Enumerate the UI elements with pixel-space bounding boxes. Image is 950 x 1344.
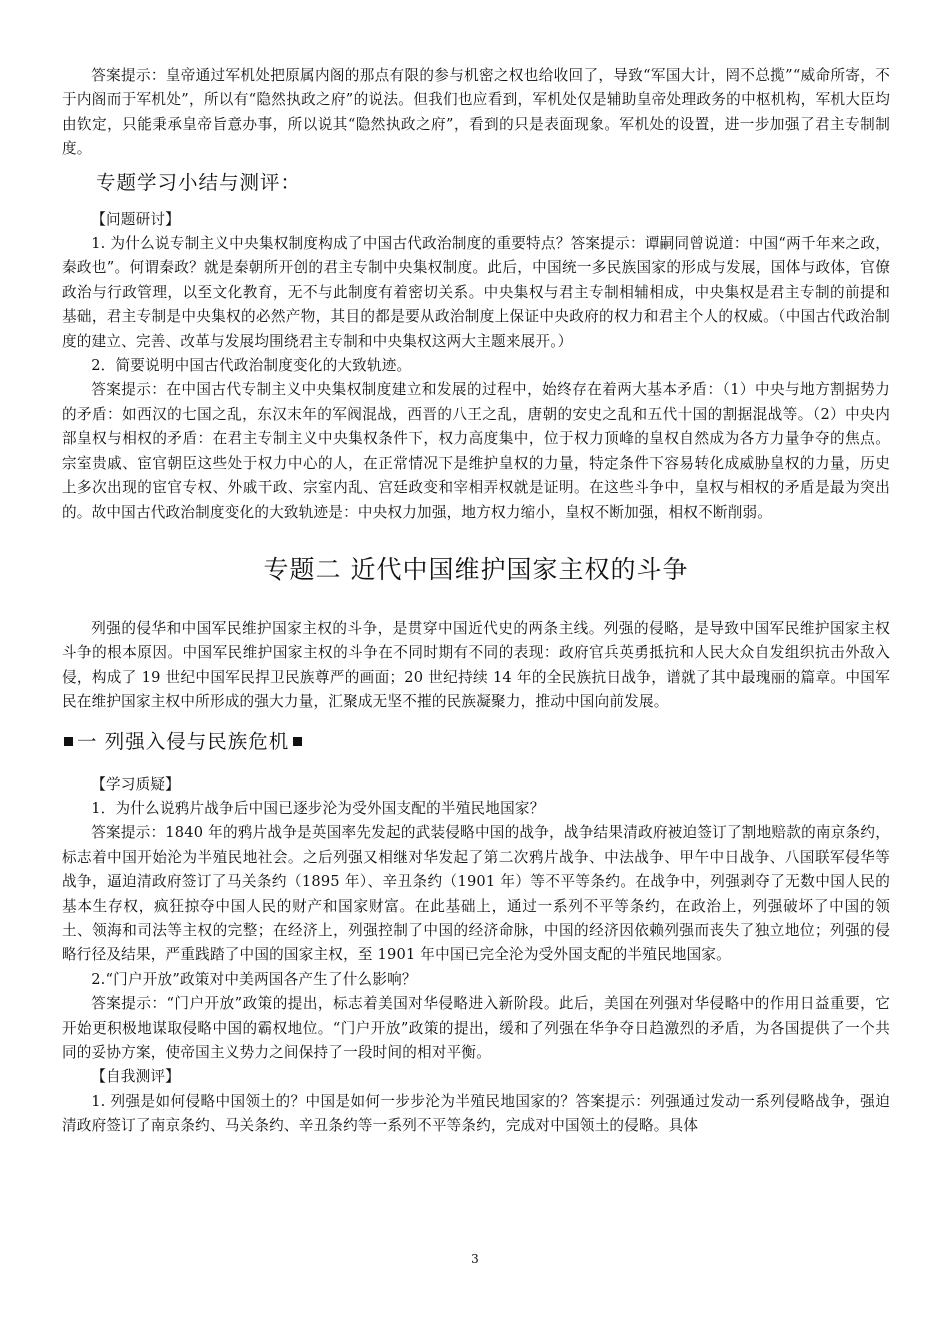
chapter-intro-paragraph: 列强的侵华和中国军民维护国家主权的斗争，是贯穿中国近代史的两条主线。列强的侵略，是导致中国军民维护国家主权斗争的根本原因。中国军民维护国家主权的斗争在不同时期有不同的表现：政府官兵英勇抵抗和人民大众自发组织抗击外敌入侵，构成了 19 世纪中国军民捍卫民族尊严的画面；20 世纪持续 14 年的全民族抗日战争，谱就了其中最瑰丽的篇章。中国军民在维护国家主权中所形成的强大力量，汇聚成无坚不摧的民族凝聚力，推动中国向前发展。 (62, 619, 890, 711)
square-bullet-icon (64, 737, 73, 746)
summary-heading: 专题学习小结与测评： (96, 170, 302, 194)
section-heading (62, 727, 890, 757)
chapter-title: 专题二 近代中国维护国家主权的斗争 (263, 554, 689, 584)
section-heading-text: 一 列强入侵与民族危机 (77, 729, 290, 753)
square-bullet-icon (293, 737, 302, 746)
study-answer-1: 答案提示：1840 年的鸦片战争是英国率先发起的武装侵略中国的战争，战争结果清政府被迫签订了割地赔款的南京条约，标志着中国开始沦为半殖民地社会。之后列强又相继对华发起了第二次鸦片战争、中法战争、甲午中日战争、八国联军侵华等战争，逼迫清政府签订了马关条约（1895 年）、辛丑条约（1901 年）等不平等条约。在战争中，列强剥夺了无数中国人民的基本生存权，疯狂掠夺中国人民的财产和国家财富。在此基础上，通过一系列不平等条约，在政治上，列强破坏了中国的领土、领海和司法等主权的完整；在经济上，列强控制了中国的经济命脉，中国的经济因依赖列强而丧失了独立地位；列强的侵略行径及结果，严重践踏了中国的国家主权，至 1901 年中国已完全沦为受外国支配的半殖民地国家。 (62, 824, 890, 964)
study-question-1: 1．为什么说鸦片战争后中国已逐步沦为受外国支配的半殖民地国家？ (91, 799, 545, 817)
self-assessment-label: 【自我测评】 (91, 1068, 180, 1086)
study-questions-label: 【学习质疑】 (91, 775, 180, 793)
discussion-question-2: 2．简要说明中国古代政治制度变化的大致轨迹。 (91, 357, 412, 375)
discussion-answer-2: 答案提示：在中国古代专制主义中央集权制度建立和发展的过程中，始终存在着两大基本矛盾：（1）中央与地方割据势力的矛盾：如西汉的七国之乱，东汉末年的军阀混战，西晋的八王之乱，唐朝的安史之乱和五代十国的割据混战等。（2）中央内部皇权与相权的矛盾：在君主专制主义中央集权条件下，权力高度集中，位于权力顶峰的皇权自然成为各方力量争夺的焦点。宗室贵戚、宦官朝臣这些处于权力中心的人，在正常情况下是维护皇权的力量，特定条件下容易转化成威胁皇权的力量，历史上多次出现的宦官专权、外戚干政、宗室内乱、宫廷政变和宰相弄权就是证明。在这些斗争中，皇权与相权的矛盾是最为突出的。故中国古代政治制度变化的大致轨迹是：中央权力加强，地方权力缩小，皇权不断加强，相权不断削弱。 (62, 381, 890, 521)
study-question-2: 2.“门户开放”政策对中美两国各产生了什么影响？ (91, 970, 417, 988)
intro-answer-paragraph: 答案提示：皇帝通过军机处把原属内阁的那点有限的参与机密之权也给收回了，导致“军国大计，罔不总揽”“威命所寄，不于内阁而于军机处”，所以有“隐然执政之府”的说法。但我们也应看到，军机处仅是辅助皇帝处理政务的中枢机构，军机大臣均由钦定，只能秉承皇帝旨意办事，所以说其“隐然执政之府”，看到的只是表面现象。军机处的设置，进一步加强了君主专制制度。 (62, 67, 890, 158)
problem-discussion-label: 【问题研讨】 (91, 210, 180, 228)
self-assessment-question-1: 1. 列强是如何侵略中国领土的？中国是如何一步步沦为半殖民地国家的？答案提示：列强通过发动一系列侵略战争，强迫清政府签订了南京条约、马关条约、辛丑条约等一系列不平等条约，完成对中国领土的侵略。具体 (62, 1092, 890, 1135)
study-answer-2: 答案提示：“门户开放”政策的提出，标志着美国对华侵略进入新阶段。此后，美国在列强对华侵略中的作用日益重要，它开始更积极地谋取侵略中国的霸权地位。“门户开放”政策的提出，缓和了列强在华争夺日趋激烈的矛盾，为各国提供了一个共同的妥协方案，使帝国主义势力之间保持了一段时间的相对平衡。 (62, 995, 890, 1061)
page-number: 3 (471, 1252, 479, 1266)
discussion-question-1: 1. 为什么说专制主义中央集权制度构成了中国古代政治制度的重要特点？答案提示：谭嗣同曾说道：中国“两千年来之政，秦政也”。何谓秦政？就是秦朝所开创的君主专制中央集权制度。此后，中国统一多民族国家的形成与发展，国体与政体，官僚政治与行政管理，以至文化教育，无不与此制度有着密切关系。中央集权与君主专制相辅相成，中央集权是君主专制的前提和基础，君主专制是中央集权的必然产物，其目的都是要从政治制度上保证中央政府的权力和君主个人的权威。（中国古代政治制度的建立、完善、改革与发展均围绕君主专制和中央集权这两大主题来展开。） (62, 235, 890, 350)
document-page (62, 64, 890, 1139)
